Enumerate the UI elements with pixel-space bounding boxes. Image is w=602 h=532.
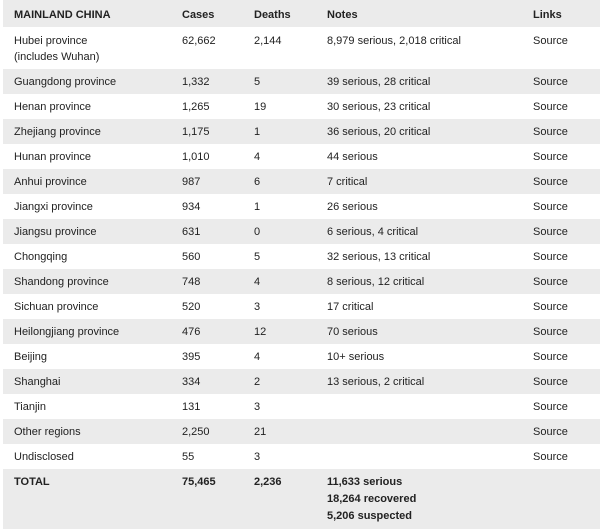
- table-row: [3, 94, 600, 119]
- source-link[interactable]: Source: [533, 101, 568, 113]
- table-row: [3, 169, 600, 194]
- cases-value: 520: [182, 301, 201, 313]
- table-row: [3, 319, 600, 344]
- total-notes: [316, 469, 522, 529]
- notes-value: 44 serious: [327, 151, 378, 163]
- table-row: [3, 444, 600, 469]
- cases-value: 2,250: [182, 426, 210, 438]
- region-name: Anhui province: [14, 176, 87, 188]
- cases-value: 560: [182, 251, 201, 263]
- table-row: [3, 269, 600, 294]
- notes-value: 32 serious, 13 critical: [327, 251, 431, 263]
- region-name: Shanghai: [14, 376, 61, 388]
- deaths-value: 4: [254, 351, 261, 363]
- source-link[interactable]: Source: [533, 326, 568, 338]
- deaths-value: 12: [254, 326, 267, 338]
- notes-value: 17 critical: [327, 301, 374, 313]
- deaths-value: 19: [254, 101, 267, 113]
- source-link[interactable]: Source: [533, 151, 568, 163]
- region-name: Zhejiang province: [14, 126, 101, 138]
- header-deaths: Deaths: [254, 9, 291, 21]
- total-note-line: 18,264 recovered: [327, 493, 417, 505]
- region-name: Jiangxi province: [14, 201, 93, 213]
- region-name: Jiangsu province: [14, 226, 97, 238]
- notes-value: [316, 394, 522, 419]
- deaths-value: 1: [254, 201, 261, 213]
- deaths-value: 5: [254, 251, 261, 263]
- source-link[interactable]: Source: [533, 176, 568, 188]
- total-note-line: 5,206 suspected: [327, 510, 412, 522]
- total-cases: 75,465: [182, 476, 216, 488]
- region-name: Hunan province: [14, 151, 92, 163]
- region-name: Guangdong province: [14, 76, 117, 88]
- region-name: Henan province: [14, 101, 92, 113]
- table-header-row: [3, 0, 600, 27]
- region-name: Chongqing: [14, 251, 68, 263]
- cases-value: 987: [182, 176, 201, 188]
- source-link[interactable]: Source: [533, 226, 568, 238]
- table-row: [3, 244, 600, 269]
- notes-value: [316, 419, 522, 444]
- source-link[interactable]: Source: [533, 401, 568, 413]
- source-link[interactable]: Source: [533, 351, 568, 363]
- cases-value: 934: [182, 201, 201, 213]
- total-note-line: 11,633 serious: [327, 476, 403, 488]
- deaths-value: 3: [254, 451, 261, 463]
- deaths-value: 2,144: [254, 35, 282, 47]
- source-link[interactable]: Source: [533, 76, 568, 88]
- deaths-value: 5: [254, 76, 261, 88]
- cases-value: 631: [182, 226, 201, 238]
- notes-value: 7 critical: [327, 176, 368, 188]
- total-row: [3, 469, 600, 529]
- region-name: Sichuan province: [14, 301, 99, 313]
- table-row: [3, 219, 600, 244]
- region-name: Shandong province: [14, 276, 109, 288]
- deaths-value: 0: [254, 226, 261, 238]
- source-link[interactable]: Source: [533, 35, 568, 47]
- notes-value: 70 serious: [327, 326, 378, 338]
- deaths-value: 2: [254, 376, 261, 388]
- region-name: Beijing: [14, 351, 48, 363]
- notes-value: 8 serious, 12 critical: [327, 276, 425, 288]
- table-row: [3, 69, 600, 94]
- table-row: [3, 119, 600, 144]
- header-notes: Notes: [327, 9, 358, 21]
- total-deaths: 2,236: [254, 476, 282, 488]
- cases-value: 748: [182, 276, 201, 288]
- table-row: [3, 394, 600, 419]
- table-row: [3, 344, 600, 369]
- source-link[interactable]: Source: [533, 376, 568, 388]
- cases-value: 1,265: [182, 101, 210, 113]
- header-cases: Cases: [182, 9, 215, 21]
- region-name-line: Hubei province: [14, 35, 88, 47]
- notes-value: 36 serious, 20 critical: [327, 126, 431, 138]
- table-row: [3, 369, 600, 394]
- source-link[interactable]: Source: [533, 451, 568, 463]
- deaths-value: 4: [254, 276, 261, 288]
- source-link[interactable]: Source: [533, 126, 568, 138]
- notes-value: 8,979 serious, 2,018 critical: [327, 35, 461, 47]
- table-row: [3, 144, 600, 169]
- cases-value: 62,662: [182, 35, 216, 47]
- region-name: Other regions: [14, 426, 81, 438]
- notes-value: 6 serious, 4 critical: [327, 226, 419, 238]
- source-link[interactable]: Source: [533, 251, 568, 263]
- source-link[interactable]: Source: [533, 301, 568, 313]
- cases-value: 55: [182, 451, 195, 463]
- cases-value: 1,175: [182, 126, 210, 138]
- region-name-line: (includes Wuhan): [14, 51, 100, 63]
- notes-value: 39 serious, 28 critical: [327, 76, 431, 88]
- source-link[interactable]: Source: [533, 201, 568, 213]
- table-row: [3, 194, 600, 219]
- region-name: Undisclosed: [14, 451, 74, 463]
- header-links: Links: [533, 9, 562, 21]
- deaths-value: 21: [254, 426, 267, 438]
- table-row: [3, 419, 600, 444]
- header-region: MAINLAND CHINA: [14, 9, 111, 21]
- deaths-value: 3: [254, 301, 261, 313]
- region-name: Tianjin: [14, 401, 46, 413]
- deaths-value: 1: [254, 126, 261, 138]
- deaths-value: 4: [254, 151, 261, 163]
- source-link[interactable]: Source: [533, 426, 568, 438]
- notes-value: 13 serious, 2 critical: [327, 376, 425, 388]
- notes-value: 30 serious, 23 critical: [327, 101, 431, 113]
- cases-value: 476: [182, 326, 201, 338]
- source-link[interactable]: Source: [533, 276, 568, 288]
- notes-value: 26 serious: [327, 201, 378, 213]
- cases-value: 334: [182, 376, 201, 388]
- notes-value: 10+ serious: [327, 351, 385, 363]
- table-row: [3, 27, 600, 69]
- cases-table: [3, 0, 600, 529]
- region-name: [3, 27, 171, 69]
- total-label: TOTAL: [14, 476, 50, 488]
- cases-value: 1,332: [182, 76, 210, 88]
- cases-value: 395: [182, 351, 201, 363]
- table-row: [3, 294, 600, 319]
- deaths-value: 3: [254, 401, 261, 413]
- total-links-empty: [522, 469, 600, 529]
- deaths-value: 6: [254, 176, 261, 188]
- cases-value: 1,010: [182, 151, 210, 163]
- region-name: Heilongjiang province: [14, 326, 120, 338]
- cases-value: 131: [182, 401, 201, 413]
- notes-value: [316, 444, 522, 469]
